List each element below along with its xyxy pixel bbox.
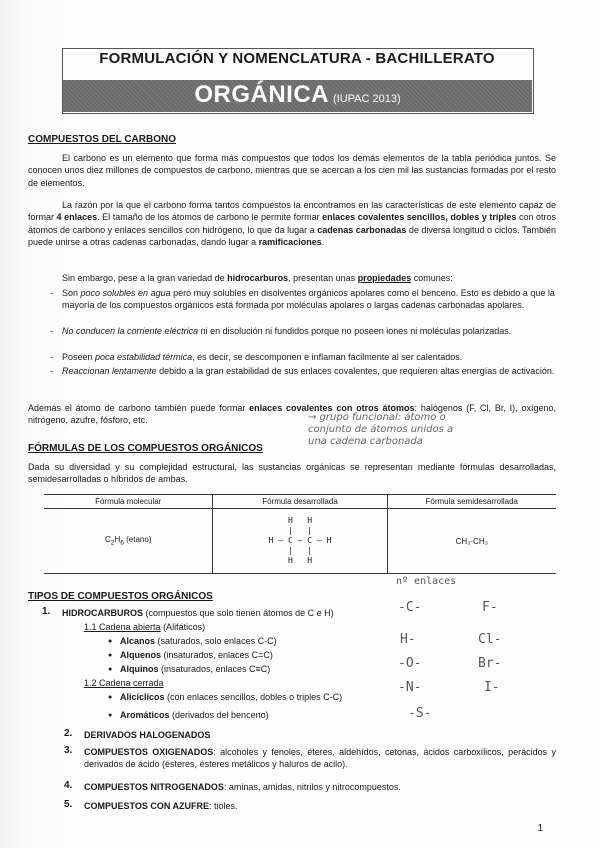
text-run: 6 <box>120 539 124 547</box>
note-line: una cadena carbonada <box>308 436 423 447</box>
text-run: pero muy solubles en disolventes orgánicos apolares como el benceno. Esto es debido a que la mayoría de los compuestos orgánicos está formada por moléculas apolares o largas cadenas carbonadas apolares. <box>62 288 555 311</box>
text-run: La razón por la que el carbono forma tantos compuestos la encontramos en las características de este elemento capaz de formar <box>28 200 556 223</box>
text-run: cadenas carbonadas <box>317 224 407 235</box>
text-run: COMPUESTOS CON AZUFRE <box>84 801 210 811</box>
text-run: Además el átomo de carbono también puede formar <box>28 403 250 413</box>
text-run: Alquinos <box>120 664 159 674</box>
text-run: Sin embargo, pese a la gran variedad de <box>62 273 228 283</box>
text-run: comunes: <box>411 273 453 283</box>
text-run: 1.1 Cadena abierta <box>84 622 161 632</box>
text-run: (derivados del benceno) <box>169 710 269 720</box>
text-run: propiedades <box>357 273 412 283</box>
text-run: (Alifáticos) <box>160 622 206 632</box>
text-run: : aminas, amidas, nitrilos y nitrocompuestos. <box>223 782 401 792</box>
main-title-text: ORGÁNICA <box>194 81 329 108</box>
header-title: FORMULACIÓN Y NOMENCLATURA - BACHILLERATO <box>99 50 495 67</box>
text-run: . <box>321 236 325 247</box>
text-run: 4 enlaces <box>56 212 98 223</box>
main-title-note: (IUPAC 2013) <box>333 93 401 105</box>
text-run: (compuestos que solo tienen átomos de C e H) <box>143 608 334 618</box>
dash: - <box>50 352 53 362</box>
text-run: 1.2 Cadena cerrada <box>84 678 164 688</box>
handwritten-chlorine-bond: Cl- <box>478 632 502 647</box>
note-line: conjunto de átomos unidos a <box>308 424 454 435</box>
section-heading-tipos: TIPOS DE COMPUESTOS ORGÁNICOS <box>28 591 213 602</box>
molecular-formula-cell <box>44 509 213 574</box>
text-run: Son <box>62 288 81 298</box>
dash: - <box>50 288 53 298</box>
text-run: COMPUESTOS NITROGENADOS <box>84 782 224 792</box>
text-run: Alicíclicos <box>120 692 165 702</box>
handwritten-bonds-title: nº enlaces <box>396 576 457 587</box>
handwritten-nitrogen-bond: -N- <box>398 680 422 695</box>
list-number: 4. <box>64 780 73 791</box>
handwritten-hydrogen-bond: H- <box>400 632 416 647</box>
text-run: enlaces covalentes sencillos, dobles y triples <box>322 212 517 223</box>
list-number: 1. <box>42 606 51 617</box>
property-item <box>50 325 556 337</box>
text-run: enlaces covalentes con otros átomos <box>249 403 415 413</box>
list-item <box>108 649 273 661</box>
handwritten-note <box>308 412 453 448</box>
section-heading-formulas: FÓRMULAS DE LOS COMPUESTOS ORGÁNICOS <box>28 443 263 454</box>
bullet-icon: ● <box>108 666 113 673</box>
text-run: , presentan unas <box>288 273 358 283</box>
handwritten-oxygen-bond: -O- <box>398 656 422 671</box>
table-header-cell: Fórmula molecular <box>44 495 213 509</box>
dash: - <box>50 366 53 376</box>
text-run: : tioles. <box>209 801 238 811</box>
text-run: (insaturados, enlaces C=C) <box>161 650 273 660</box>
property-item <box>50 365 556 377</box>
handwritten-iodine-bond: I- <box>484 680 500 695</box>
property-item <box>50 351 556 363</box>
text-run: No conducen la corriente eléctrica <box>62 326 199 336</box>
list-item <box>108 691 343 703</box>
handwritten-bromine-bond: Br- <box>478 656 502 671</box>
paragraph-formulas: Dada su diversidad y su complejidad estructural, las sustancias orgánicas se representan mediante fórmulas desarrolladas, semidesarrolladas o híbridos de ambas. <box>28 462 556 485</box>
bullet-icon: ● <box>108 712 113 719</box>
text-run: HIDROCARBUROS <box>62 608 143 618</box>
paragraph-properties-intro <box>62 272 556 284</box>
text-run: C <box>104 535 111 545</box>
bullet-icon: ● <box>108 694 113 701</box>
list-item <box>64 799 554 812</box>
dash: - <box>50 326 53 336</box>
semi-formula-cell: CH₃-CH₃ <box>387 509 556 574</box>
section-heading-carbono: COMPUESTOS DEL CARBONO <box>28 134 176 145</box>
text-run: debido a la gran estabilidad de sus enlaces covalentes, que requieren altas energías de activación. <box>156 366 555 376</box>
handwritten-sulfur-bond: -S- <box>408 706 432 721</box>
text-run: ni en disolución ni fundidos porque no poseen iones ni moléculas polarizadas. <box>198 326 512 336</box>
bullet-icon: ● <box>108 638 113 645</box>
text-run: DERIVADOS HALOGENADOS <box>84 730 211 740</box>
list-number: 2. <box>64 728 73 739</box>
text-run: poco solubles en agua <box>80 288 171 298</box>
text-run: (insaturados, enlaces C≡C) <box>158 664 271 674</box>
text-run: Alcanos <box>120 636 156 646</box>
table-header-cell: Fórmula semidesarrollada <box>387 495 556 509</box>
structural-formula: H H | | H — C — C — H | | H H <box>268 516 332 565</box>
list-item <box>108 663 271 675</box>
list-item <box>108 709 269 721</box>
text-run: con otros átomos de carbono y enlaces sencillos con hidrógeno, lo que da lugar a <box>28 212 557 235</box>
list-item <box>64 728 554 741</box>
paragraph-reason <box>28 199 556 248</box>
text-run: de diversa longitud o ciclos. También puede unirse a otras cadenas carbonadas, dando lugar a <box>28 224 556 247</box>
text-run: 2 <box>110 539 115 547</box>
text-run: H <box>114 535 121 545</box>
text-run: Aromáticos <box>120 710 170 720</box>
text-run: : halógenos (F, Cl, Br, I), oxígeno, nitrógeno, azufre, fósforo, etc. <box>28 403 556 426</box>
list-item <box>108 635 277 647</box>
table-header-cell: Fórmula desarrollada <box>213 495 387 509</box>
subsection-open-chain <box>84 621 205 633</box>
list-item <box>64 745 556 771</box>
text-run: hidrocarburos <box>227 273 289 283</box>
handwritten-carbon-bond: -C- <box>398 600 422 615</box>
list-number: 5. <box>64 799 73 810</box>
page-number: 1 <box>537 823 543 834</box>
paragraph-intro: El carbono es un elemento que forma más compuestos que todos los demás elementos de la tabla periódica juntos. Se conocen unos diez millones de compuestos de carbono, mientras que se acercan a los cien mil las sustancias formadas por el resto de elementos. <box>28 153 556 188</box>
text-run: Alquenos <box>120 650 162 660</box>
handwritten-fluorine-bond: F- <box>482 600 498 615</box>
table-header-row <box>44 495 556 509</box>
text-run: (etano) <box>123 535 152 545</box>
text-run: COMPUESTOS OXIGENADOS <box>84 747 214 757</box>
bullet-icon: ● <box>108 652 113 659</box>
formulas-table <box>44 494 556 574</box>
list-number: 3. <box>64 745 73 756</box>
developed-formula-cell <box>213 509 387 574</box>
list-item <box>64 780 554 793</box>
text-run: , es decir, se descomponen e inflaman fácilmente al ser calentados. <box>192 352 463 362</box>
text-run: (con enlaces sencillos, dobles o triples C-C) <box>164 692 343 702</box>
text-run: . El tamaño de los átomos de carbono le permite formar <box>97 212 323 223</box>
paragraph-other-atoms <box>28 402 556 427</box>
text-run: : alcoholes y fenoles, éteres, aldehídos, cetonas, ácidos carboxílicos, perácidos y derivados de ácido (ésteres, ésteres metálicos y haluros de acilo). <box>84 747 556 770</box>
subsection-closed-chain <box>84 677 164 689</box>
list-item <box>42 606 382 619</box>
text-run: poca estabilidad térmica <box>95 352 193 362</box>
text-run: Poseen <box>62 352 96 362</box>
property-item <box>50 287 556 312</box>
table-row <box>44 509 556 574</box>
text-run: (saturados, solo enlaces C-C) <box>155 636 277 646</box>
main-title <box>63 81 532 109</box>
text-run: Reaccionan lentamente <box>62 366 157 376</box>
text-run: ramificaciones <box>258 236 322 247</box>
note-line: → grupo funcional: átomo o <box>308 412 446 423</box>
